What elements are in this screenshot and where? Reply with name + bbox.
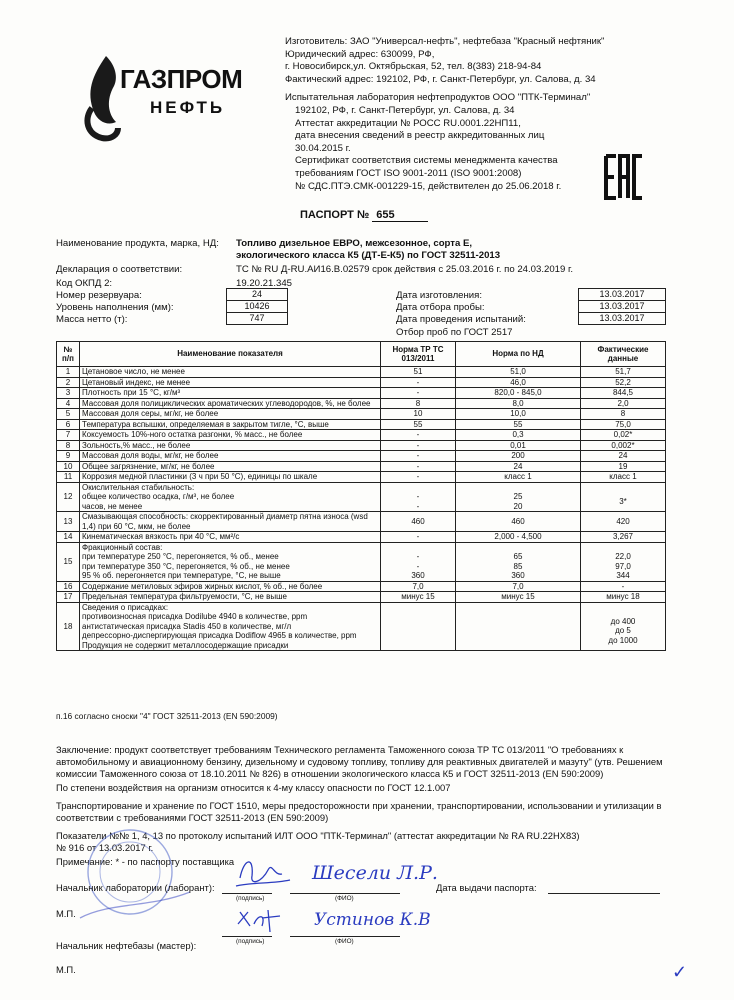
- stamp-place-2: М.П.: [56, 964, 76, 975]
- sampling-standard: Отбор проб по ГОСТ 2517: [396, 327, 513, 338]
- table-row: [57, 409, 666, 420]
- cell-fact: 22,0 97,0 344: [581, 542, 666, 581]
- table-row: [57, 542, 666, 581]
- okpd-value: 19.20.21.345: [236, 278, 293, 289]
- test-value: 13.03.2017: [578, 312, 666, 325]
- header-line: Аттестат аккредитации № РОСС RU.0001.22НП11,: [295, 117, 521, 129]
- cell-number: 1: [57, 367, 80, 378]
- cell-fact: -: [581, 581, 666, 592]
- okpd-label: Код ОКПД 2:: [56, 278, 113, 289]
- depot-head-signature: [232, 904, 302, 938]
- cell-tr-norm: 10: [381, 409, 456, 420]
- cell-nd-norm: 200: [456, 451, 581, 462]
- cell-indicator: Цетановое число, не менее: [80, 367, 381, 378]
- cell-tr-norm: -: [381, 532, 456, 543]
- cell-tr-norm: -: [381, 388, 456, 399]
- note: Примечание: * - по паспорту поставщика: [56, 856, 235, 867]
- mass-label: Масса нетто (т):: [56, 314, 128, 325]
- header-line: Юридический адрес: 630099, РФ,: [285, 48, 435, 60]
- header-line: дата внесения сведений в реестр аккредитованных лиц: [295, 130, 545, 142]
- cell-number: 17: [57, 592, 80, 603]
- cell-number: 18: [57, 602, 80, 651]
- table-row: [57, 377, 666, 388]
- cell-number: 3: [57, 388, 80, 399]
- cell-fact: 420: [581, 512, 666, 532]
- product-name-line: Топливо дизельное ЕВРО, межсезонное, сорта Е,: [236, 238, 473, 249]
- col-header-number: № п/п: [57, 342, 80, 367]
- table-row: [57, 440, 666, 451]
- cell-indicator: Температура вспышки, определяемая в закрытом тигле, °С, выше: [80, 419, 381, 430]
- cell-indicator: Общее загрязнение, мг/кг, не более: [80, 461, 381, 472]
- cell-nd-norm: 2,000 - 4,500: [456, 532, 581, 543]
- lab-head-name-handwritten: Шесели Л.Р.: [312, 862, 438, 884]
- cell-fact: до 400 до 5 до 1000: [581, 602, 666, 651]
- cell-nd-norm: 0,01: [456, 440, 581, 451]
- cell-nd-norm: 51,0: [456, 367, 581, 378]
- cell-nd-norm: класс 1: [456, 472, 581, 483]
- declaration-value: ТС № RU Д-RU.АИ16.В.02579 срок действия с 25.03.2016 г. по 24.03.2019 г.: [236, 264, 573, 275]
- sample-label: Дата отбора пробы:: [396, 302, 485, 313]
- fio-caption: (ФИО): [335, 895, 354, 902]
- tank-value: 24: [226, 288, 288, 301]
- cell-nd-norm: 8,0: [456, 398, 581, 409]
- header-line: г. Новосибирск,ул. Октябрьская, 52, тел. 8(383) 218-94-84: [285, 61, 542, 73]
- table-row: [57, 592, 666, 603]
- table-row: [57, 430, 666, 441]
- signature-caption: (подпись): [236, 895, 265, 902]
- cell-number: 10: [57, 461, 80, 472]
- header-line: 30.04.2015 г.: [295, 142, 351, 154]
- cell-nd-norm: 10,0: [456, 409, 581, 420]
- cell-tr-norm: 8: [381, 398, 456, 409]
- table-header-row: [57, 342, 666, 367]
- declaration-label: Декларация о соответствии:: [56, 264, 183, 275]
- cell-number: 16: [57, 581, 80, 592]
- cell-nd-norm: 7,0: [456, 581, 581, 592]
- cell-nd-norm: 0,3: [456, 430, 581, 441]
- cell-number: 8: [57, 440, 80, 451]
- test-protocol-line: Показатели №№ 1, 4, 13 по протоколу испытаний ИЛТ ООО "ПТК-Терминал" (аттестат аккредитации № RA RU.22НХ83): [56, 830, 580, 841]
- header-line: требованиям ГОСТ ISO 9001-2011 (ISO 9001:2008): [295, 167, 522, 179]
- table-row: [57, 451, 666, 462]
- cell-fact: 3*: [581, 482, 666, 512]
- sample-value: 13.03.2017: [578, 300, 666, 313]
- table-row: [57, 367, 666, 378]
- eac-mark-icon: [604, 152, 644, 202]
- test-protocol-line: № 916 от 13.03.2017 г.: [56, 842, 154, 853]
- quality-table: [56, 341, 666, 651]
- cell-indicator: Плотность при 15 °С, кг/м³: [80, 388, 381, 399]
- cell-indicator: Коксуемость 10%-ного остатка разгонки, % масс., не более: [80, 430, 381, 441]
- cell-tr-norm: -: [381, 440, 456, 451]
- cell-tr-norm: -: [381, 451, 456, 462]
- name-line: [290, 935, 400, 937]
- cell-number: 5: [57, 409, 80, 420]
- cell-tr-norm: -: [381, 377, 456, 388]
- cell-number: 12: [57, 482, 80, 512]
- passport-number: 655: [372, 209, 428, 222]
- transport-storage: Транспортирование и хранение по ГОСТ 1510, меры предосторожности при хранении, транспортировании, использовании и утилизации в соответствии с требованиями ГОСТ 32511-2013 (EN 590:2009): [56, 800, 662, 823]
- cell-tr-norm: 51: [381, 367, 456, 378]
- table-row: [57, 472, 666, 483]
- header-line: Испытательная лаборатория нефтепродуктов ООО "ПТК-Терминал": [285, 92, 591, 104]
- table-row: [57, 419, 666, 430]
- cell-indicator: Смазывающая способность: скорректированный диаметр пятна износа (wsd 1,4) при 60 °С, мкм, не более: [80, 512, 381, 532]
- product-name: [236, 238, 656, 262]
- cell-number: 6: [57, 419, 80, 430]
- cell-fact: 3,267: [581, 532, 666, 543]
- cell-number: 7: [57, 430, 80, 441]
- cell-tr-norm: -: [381, 472, 456, 483]
- cell-tr-norm: -: [381, 461, 456, 472]
- cell-fact: 8: [581, 409, 666, 420]
- tank-label: Номер резервуара:: [56, 290, 142, 301]
- cell-tr-norm: 7,0: [381, 581, 456, 592]
- cell-nd-norm: 46,0: [456, 377, 581, 388]
- table-row: [57, 398, 666, 409]
- cell-nd-norm: 24: [456, 461, 581, 472]
- passport-title: [300, 209, 428, 222]
- passport-label: ПАСПОРТ №: [300, 209, 370, 221]
- table-row: [57, 482, 666, 512]
- made-label: Дата изготовления:: [396, 290, 483, 301]
- logo-brand-top: ГАЗПРОМ: [120, 64, 243, 94]
- footnote: п.16 согласно сноски "4" ГОСТ 32511-2013 (EN 590:2009): [56, 711, 278, 721]
- cell-indicator: Кинематическая вязкость при 40 °С, мм²/с: [80, 532, 381, 543]
- table-row: [57, 461, 666, 472]
- stamp-place-1: М.П.: [56, 908, 76, 919]
- header-line: Фактический адрес: 192102, РФ, г. Санкт-Петербург, ул. Салова, д. 34: [285, 73, 596, 85]
- header-line: Сертификат соответствия системы менеджмента качества: [295, 155, 558, 167]
- col-header-name: Наименование показателя: [80, 342, 381, 367]
- cell-number: 2: [57, 377, 80, 388]
- hazard-class: По степени воздействия на организм относится к 4-му классу опасности по ГОСТ 12.1.007: [56, 782, 451, 793]
- cell-indicator: Зольность,% масс., не более: [80, 440, 381, 451]
- cell-nd-norm: [456, 602, 581, 651]
- cell-number: 13: [57, 512, 80, 532]
- cell-fact: 2,0: [581, 398, 666, 409]
- header-line: 192102, РФ, г. Санкт-Петербург, ул. Салова, д. 34: [295, 104, 515, 116]
- cell-fact: класс 1: [581, 472, 666, 483]
- cell-fact: 19: [581, 461, 666, 472]
- signature-line: [222, 935, 272, 937]
- table-row: [57, 532, 666, 543]
- made-value: 13.03.2017: [578, 288, 666, 301]
- depot-head-label: Начальник нефтебазы (мастер):: [56, 940, 197, 951]
- table-row: [57, 512, 666, 532]
- cell-fact: минус 18: [581, 592, 666, 603]
- cell-fact: 844,5: [581, 388, 666, 399]
- cell-nd-norm: 820,0 - 845,0: [456, 388, 581, 399]
- fio-caption: (ФИО): [335, 938, 354, 945]
- col-header-fact: Фактические данные: [581, 342, 666, 367]
- signature-caption: (подпись): [236, 938, 265, 945]
- cell-indicator: Цетановый индекс, не менее: [80, 377, 381, 388]
- cell-number: 14: [57, 532, 80, 543]
- cell-indicator: Массовая доля серы, мг/кг, не более: [80, 409, 381, 420]
- product-name-label: Наименование продукта, марка, НД:: [56, 238, 219, 249]
- mass-value: 747: [226, 312, 288, 325]
- col-header-tr-norm: Норма ТР ТС 013/2011: [381, 342, 456, 367]
- cell-fact: 24: [581, 451, 666, 462]
- conclusion: Заключение: продукт соответствует требованиям Технического регламента Таможенного союза ТР ТС 013/2011 "О требованиях к автомобильному и авиационному бензину, дизельному и судовому топливу, топливу для реактивных двигателей и мазуту" (утв. Решением комиссии Таможенного союза от 18.10.2011 № 826) в отношении экологического класса К5 и ГОСТ 32511-2013 (EN 590:2009): [56, 744, 663, 779]
- cell-nd-norm: 460: [456, 512, 581, 532]
- cell-number: 15: [57, 542, 80, 581]
- cell-nd-norm: минус 15: [456, 592, 581, 603]
- cell-fact: 52,2: [581, 377, 666, 388]
- cell-nd-norm: 25 20: [456, 482, 581, 512]
- cell-indicator: Коррозия медной пластинки (3 ч при 50 °С), единицы по шкале: [80, 472, 381, 483]
- fill-value: 10426: [226, 300, 288, 313]
- depot-head-name-handwritten: Устинов К.В: [314, 910, 431, 930]
- col-header-nd-norm: Норма по НД: [456, 342, 581, 367]
- table-row: [57, 602, 666, 651]
- cell-fact: 0,002*: [581, 440, 666, 451]
- logo-brand-bottom: НЕФТЬ: [150, 98, 226, 117]
- lab-head-label: Начальник лаборатории (лаборант):: [56, 882, 215, 893]
- cell-fact: 51,7: [581, 367, 666, 378]
- cell-tr-norm: 460: [381, 512, 456, 532]
- cell-indicator: Фракционный состав: при температуре 250 °С, перегоняется, % об., менее при температуре 350 °С, перегоняется, % об., не менее 95 % об. перегоняется при температуре, °С, не выше: [80, 542, 381, 581]
- cell-tr-norm: - - 360: [381, 542, 456, 581]
- cell-tr-norm: -: [381, 430, 456, 441]
- cell-nd-norm: 65 85 360: [456, 542, 581, 581]
- table-row: [57, 581, 666, 592]
- cell-indicator: Окислительная стабильность: общее количество осадка, г/м³, не более часов, не менее: [80, 482, 381, 512]
- check-mark-icon: ✓: [672, 962, 688, 982]
- cell-indicator: Массовая доля полициклических ароматических углеводородов, %, не более: [80, 398, 381, 409]
- cell-fact: 75,0: [581, 419, 666, 430]
- issue-date-label: Дата выдачи паспорта:: [436, 882, 537, 893]
- header-line: Изготовитель: ЗАО "Универсал-нефть", нефтебаза "Красный нефтяник": [285, 36, 605, 47]
- cell-indicator: Предельная температура фильтруемости, °С, не выше: [80, 592, 381, 603]
- cell-indicator: Массовая доля воды, мг/кг, не более: [80, 451, 381, 462]
- cell-tr-norm: [381, 602, 456, 651]
- cell-tr-norm: минус 15: [381, 592, 456, 603]
- cell-tr-norm: - -: [381, 482, 456, 512]
- product-name-line: экологического класса К5 (ДТ-Е-К5) по ГОСТ 32511-2013: [236, 250, 501, 261]
- issue-date-line: [548, 892, 660, 894]
- cell-number: 4: [57, 398, 80, 409]
- cell-indicator: Содержание метиловых эфиров жирных кислот, % об., не более: [80, 581, 381, 592]
- cell-indicator: Сведения о присадках: противоизносная присадка Dodilube 4940 в количестве, ppm антистатическая присадка Stadis 450 в количестве, мг/л депрессорно-диспергирующая присадка Dodiflow 4965 в количестве, ppm Продукция не содержит металлосодержащие присадки: [80, 602, 381, 651]
- cell-number: 11: [57, 472, 80, 483]
- cell-nd-norm: 55: [456, 419, 581, 430]
- fill-label: Уровень наполнения (мм):: [56, 302, 174, 313]
- cell-tr-norm: 55: [381, 419, 456, 430]
- cell-fact: 0,02*: [581, 430, 666, 441]
- test-label: Дата проведения испытаний:: [396, 314, 526, 325]
- header-line: № СДС.ПТЭ.СМК-001229-15, действителен до 25.06.2018 г.: [295, 180, 562, 192]
- table-row: [57, 388, 666, 399]
- cell-number: 9: [57, 451, 80, 462]
- table-body: [57, 367, 666, 651]
